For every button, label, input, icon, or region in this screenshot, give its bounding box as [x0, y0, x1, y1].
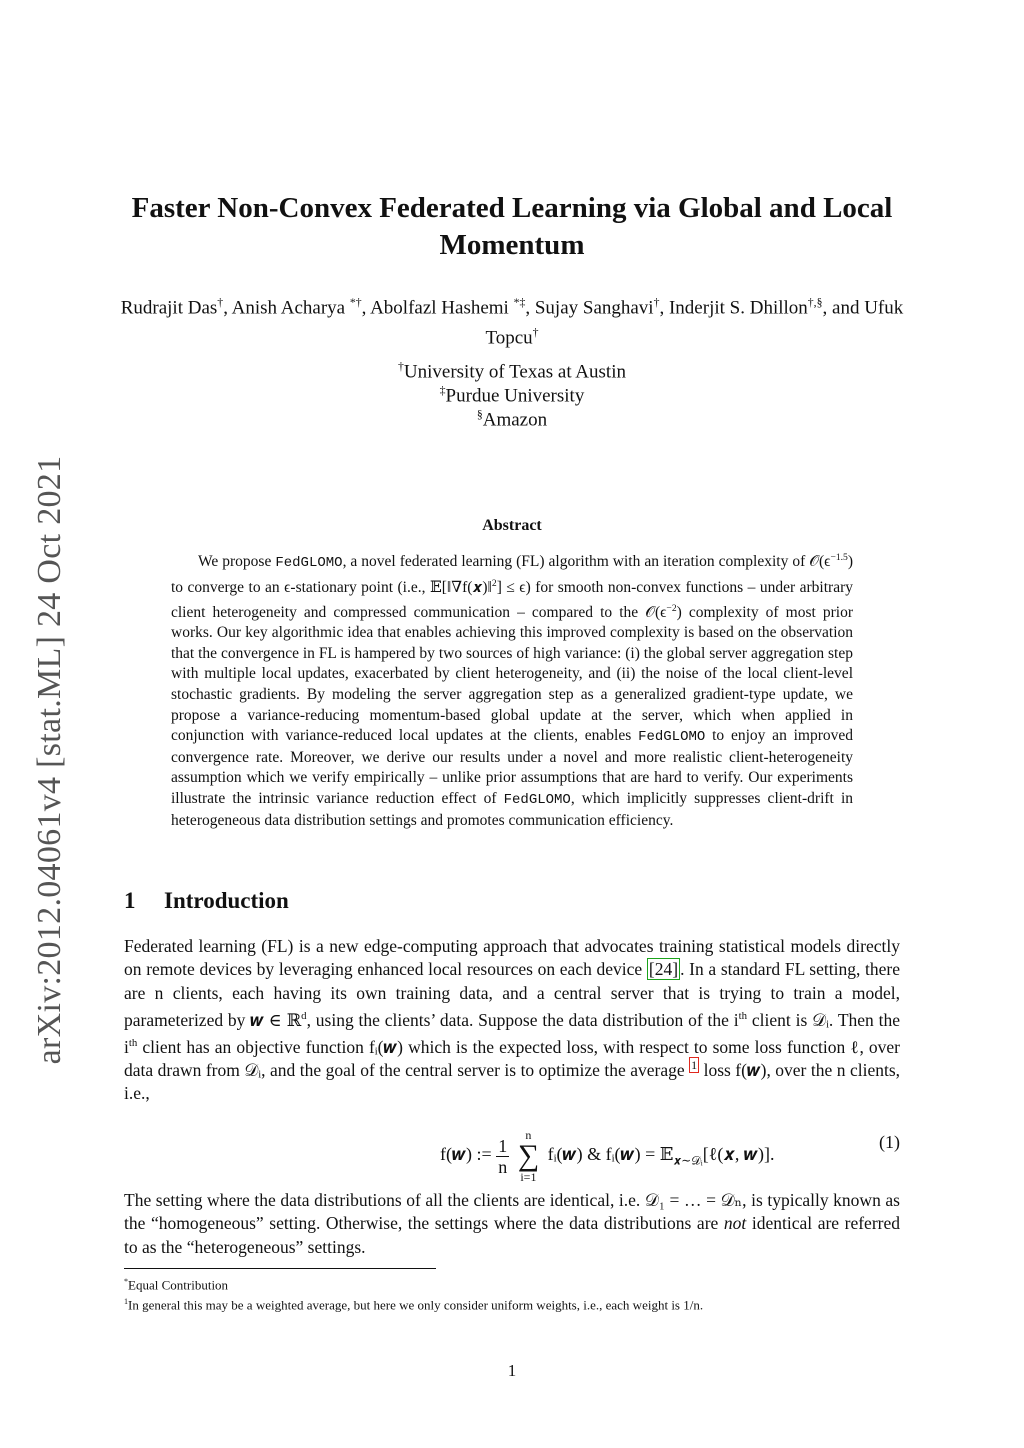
- author-mark: †,§: [807, 296, 823, 309]
- citation-link[interactable]: [24]: [648, 959, 679, 980]
- intro-paragraph: Federated learning (FL) is a new edge-computing approach that advocates training statistical models directly on remote devices by leveraging enhanced local resources on each device [24] . In a standard FL setting, there are n clients, each having its own training data, and a central server that is trying to train a model, parameterized by 𝒘 ∈ ℝ$^d$, using the clients’ data. Suppose the data distribution of the $i^{th}$ client is 𝒟ᵢ. Then the $i^{th}$ client has an objective function fᵢ(𝒘) which is the expected loss, with respect to some loss function ℓ, over data drawn from 𝒟ᵢ, and the goal of the central server is to optimize the average $^1$ loss f(𝒘), over the n clients, i.e.,: [124, 936, 901, 1104]
- author-mark: †: [217, 296, 224, 309]
- equation: f(𝒘) := $\frac{1}{n}$ n ∑ i=1 fᵢ(𝒘) & fᵢ(𝒘) = 𝔼$_{𝒙\sim 𝒟ᵢ}$[ℓ(𝒙, 𝒘)]. (1): [440, 1128, 900, 1184]
- author-mark: *‡: [513, 296, 526, 309]
- author-conjunction: and: [832, 297, 860, 319]
- arxiv-stamp: arXiv:2012.04061v4 [stat.ML] 24 Oct 2021: [31, 455, 68, 1065]
- affiliation-mark: §: [476, 408, 483, 421]
- page-number: 1: [507, 1361, 517, 1380]
- author-name: Sujay Sanghavi: [534, 297, 654, 319]
- footnote-link[interactable]: 1: [691, 1058, 698, 1073]
- summation: n ∑ i=1: [517, 1128, 540, 1184]
- author-mark: †: [653, 296, 660, 309]
- author-mark: *†: [349, 296, 362, 309]
- author-name: Inderjit S. Dhillon: [668, 297, 808, 319]
- affiliation-name: Purdue University: [445, 385, 585, 407]
- affiliation-mark: †: [398, 360, 404, 373]
- footnote: *Equal Contribution: [124, 1277, 229, 1293]
- footnote-divider: [124, 1268, 436, 1269]
- author-list: Rudrajit Das†, Anish Acharya *†, Abolfazl Hashemi *‡, Sujay Sanghavi†, Inderjit S. Dhillon†,§, and Ufuk Topcu†: [120, 296, 904, 349]
- affiliation-name: Amazon: [482, 409, 548, 431]
- fraction: $\frac{1}{n}$: [498, 1135, 508, 1177]
- footnote: $^1$In general this may be a weighted average, but here we only consider uniform weights, i.e., each weight is 1/n.: [124, 1297, 704, 1313]
- paper-title: Faster Non-Convex Federated Learning via Global and Local Momentum: [131, 192, 893, 261]
- affiliation-mark: ‡: [439, 384, 446, 397]
- algorithm-name: FedGLOMO: [638, 729, 706, 746]
- algorithm-name: FedGLOMO: [503, 792, 571, 808]
- algorithm-name: FedGLOMO: [275, 555, 343, 572]
- author-name: Rudrajit Das: [120, 297, 218, 319]
- section-title: Introduction: [164, 888, 289, 913]
- abstract-heading: Abstract: [482, 517, 542, 534]
- equation-number: (1): [879, 1132, 900, 1152]
- affiliation-name: University of Texas at Austin: [403, 361, 626, 383]
- author-name: Ufuk Topcu: [485, 297, 904, 349]
- author-mark: †: [532, 326, 539, 340]
- abstract-body: We propose FedGLOMO, a novel federated learning (FL) algorithm with an iteration complexity of $𝒪(\epsilon^{-1.5})$ to converge to an ϵ-stationary point (i.e., 𝔼[‖∇f(𝒙)‖$^2$] ≤ ϵ) for smooth non-convex functions – under arbitrary client heterogeneity and compressed communication – compared to the $𝒪(\epsilon^{-2})$ complexity of most prior works. Our key algorithmic idea that enables achieving this improved complexity is based on the observation that the convergence in FL is hampered by two sources of high variance: (i) the global server aggregation step with multiple local updates, exacerbated by client heterogeneity, and (ii) the noise of the local client-level stochastic gradients. By modeling the server aggregation step as a generalized gradient-type update, we propose a variance-reducing momentum-based global update at the server, which when applied in conjunction with variance-reduced local updates at the clients, enables FedGLOMO to enjoy an improved convergence rate. Moreover, we derive our results under a novel and more realistic client-heterogeneity assumption which we verify empirically – unlike prior assumptions that are hard to verify. Our experiments illustrate the intrinsic variance reduction effect of FedGLOMO, which implicitly suppresses client-drift in heterogeneous data distribution settings and promotes communication efficiency.: [171, 552, 854, 829]
- section-heading: [124, 888, 289, 914]
- intro-paragraph: The setting where the data distributions of all the clients are identical, i.e. 𝒟₁ = … = 𝒟ₙ, is typically known as the “homogeneous” setting. Otherwise, the settings where the data distributions are not identical are referred to as the “heterogeneous” settings.: [124, 1190, 901, 1257]
- author-name: Anish Acharya: [231, 297, 346, 319]
- affiliation: [100, 403, 924, 432]
- section-number: 1: [124, 888, 136, 913]
- author-name: Abolfazl Hashemi: [370, 297, 509, 319]
